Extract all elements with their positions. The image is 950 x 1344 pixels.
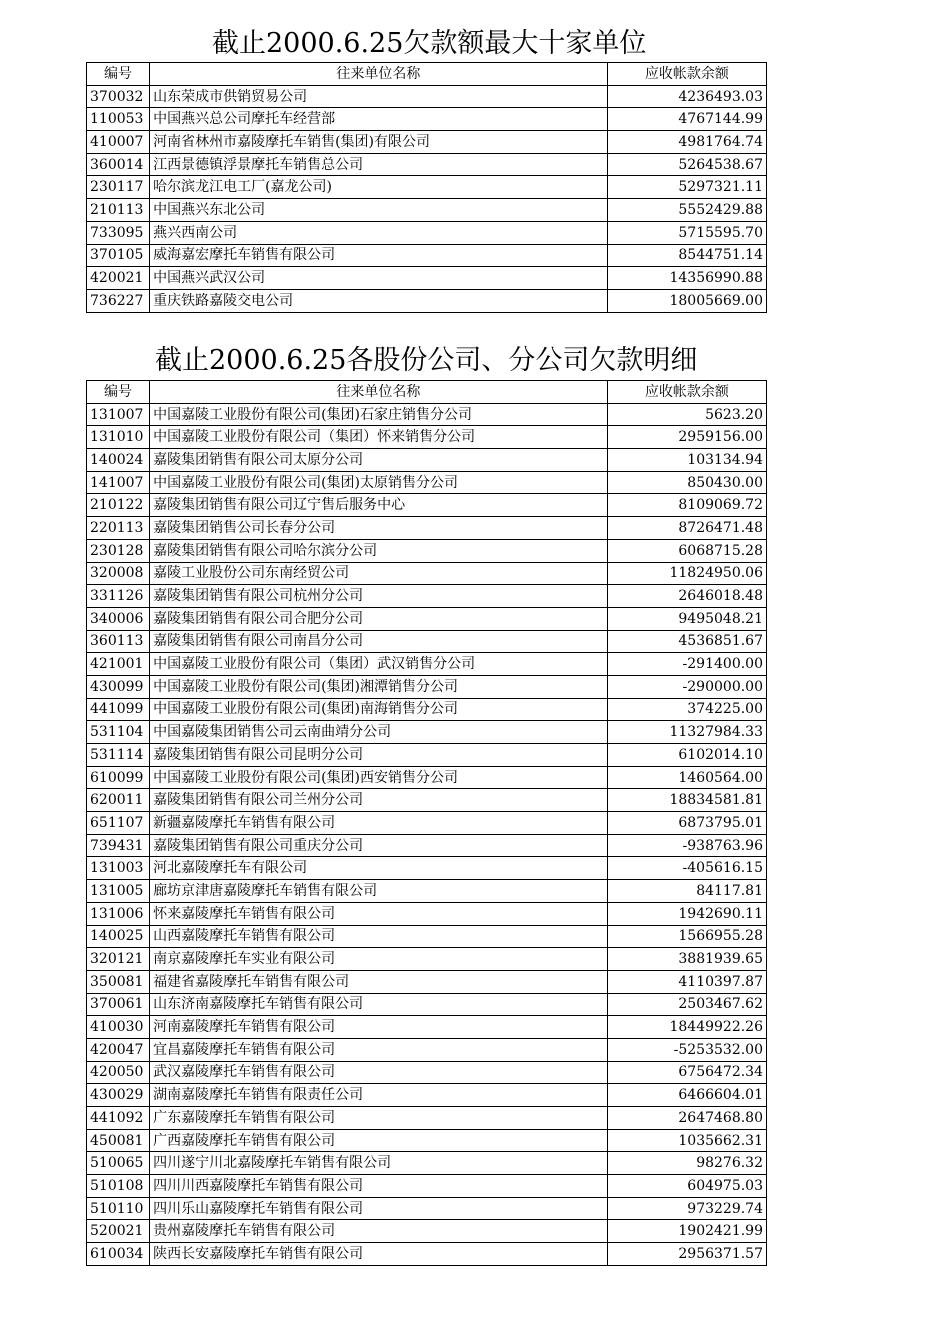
cell-code: 651107 (87, 812, 150, 835)
cell-code: 421001 (87, 653, 150, 676)
section2-title: 截止2000.6.25各股份公司、分公司欠款明细 (155, 345, 698, 376)
table-row (87, 1084, 767, 1107)
cell-unit-name: 新疆嘉陵摩托车销售有限公司 (150, 812, 608, 835)
cell-balance: -405616.15 (607, 857, 766, 880)
cell-unit-name: 山东济南嘉陵摩托车销售有限公司 (150, 993, 608, 1016)
cell-code: 141007 (87, 471, 150, 494)
table-row (87, 244, 767, 267)
top-ten-debtors-table (86, 62, 767, 313)
cell-balance: 973229.74 (607, 1197, 766, 1220)
cell-balance: 84117.81 (607, 880, 766, 903)
cell-balance: 5264538.67 (607, 153, 766, 176)
cell-balance: 4536851.67 (607, 630, 766, 653)
cell-balance: -290000.00 (607, 675, 766, 698)
table-header-row (87, 381, 767, 404)
table-row (87, 880, 767, 903)
cell-unit-name: 河南嘉陵摩托车销售有限公司 (150, 1016, 608, 1039)
cell-balance: 1035662.31 (607, 1129, 766, 1152)
table-row (87, 1175, 767, 1198)
table-row (87, 449, 767, 472)
cell-unit-name: 江西景德镇浮景摩托车销售总公司 (150, 153, 608, 176)
cell-code: 340006 (87, 607, 150, 630)
table-row (87, 902, 767, 925)
cell-code: 739431 (87, 834, 150, 857)
cell-balance: 6756472.34 (607, 1061, 766, 1084)
cell-unit-name: 嘉陵集团销售有限公司辽宁售后服务中心 (150, 494, 608, 517)
cell-balance: 3881939.65 (607, 948, 766, 971)
cell-balance: 103134.94 (607, 449, 766, 472)
cell-balance: 14356990.88 (607, 267, 766, 290)
table-row (87, 1220, 767, 1243)
cell-unit-name: 中国嘉陵工业股份有限公司(集团)湘潭销售分公司 (150, 675, 608, 698)
cell-unit-name: 贵州嘉陵摩托车销售有限公司 (150, 1220, 608, 1243)
table-row (87, 698, 767, 721)
cell-balance: 18005669.00 (607, 289, 766, 312)
cell-code: 210113 (87, 199, 150, 222)
table-row (87, 948, 767, 971)
cell-unit-name: 河南省林州市嘉陵摩托车销售(集团)有限公司 (150, 131, 608, 154)
cell-balance: 4110397.87 (607, 970, 766, 993)
cell-unit-name: 威海嘉宏摩托车销售有限公司 (150, 244, 608, 267)
cell-unit-name: 广西嘉陵摩托车销售有限公司 (150, 1129, 608, 1152)
header-balance: 应收帐款余额 (607, 63, 766, 86)
table-row (87, 607, 767, 630)
cell-unit-name: 嘉陵集团销售有限公司太原分公司 (150, 449, 608, 472)
table-row (87, 812, 767, 835)
cell-unit-name: 福建省嘉陵摩托车销售有限公司 (150, 970, 608, 993)
table-row (87, 267, 767, 290)
cell-unit-name: 宜昌嘉陵摩托车销售有限公司 (150, 1038, 608, 1061)
section1-title: 截止2000.6.25欠款额最大十家单位 (212, 28, 647, 59)
cell-balance: 98276.32 (607, 1152, 766, 1175)
header-unit-name: 往来单位名称 (150, 63, 608, 86)
cell-code: 220113 (87, 517, 150, 540)
table-row (87, 199, 767, 222)
table-row (87, 176, 767, 199)
cell-balance: 5297321.11 (607, 176, 766, 199)
cell-unit-name: 广东嘉陵摩托车销售有限公司 (150, 1107, 608, 1130)
table-row (87, 85, 767, 108)
table-row (87, 539, 767, 562)
table-row (87, 289, 767, 312)
cell-unit-name: 嘉陵集团销售有限公司杭州分公司 (150, 585, 608, 608)
cell-code: 620011 (87, 789, 150, 812)
cell-code: 320008 (87, 562, 150, 585)
cell-code: 131005 (87, 880, 150, 903)
cell-balance: 2647468.80 (607, 1107, 766, 1130)
cell-balance: 4236493.03 (607, 85, 766, 108)
cell-balance: 9495048.21 (607, 607, 766, 630)
cell-balance: 4767144.99 (607, 108, 766, 131)
cell-balance: 5715595.70 (607, 221, 766, 244)
table-row (87, 1243, 767, 1266)
cell-code: 131007 (87, 403, 150, 426)
table-row (87, 675, 767, 698)
cell-code: 331126 (87, 585, 150, 608)
cell-code: 610099 (87, 766, 150, 789)
cell-balance: 2959156.00 (607, 426, 766, 449)
cell-code: 360014 (87, 153, 150, 176)
header-balance: 应收帐款余额 (607, 381, 766, 404)
cell-unit-name: 中国嘉陵工业股份有限公司（集团）怀来销售分公司 (150, 426, 608, 449)
cell-code: 140024 (87, 449, 150, 472)
table-row (87, 993, 767, 1016)
cell-code: 441092 (87, 1107, 150, 1130)
cell-code: 420047 (87, 1038, 150, 1061)
cell-code: 420050 (87, 1061, 150, 1084)
cell-unit-name: 南京嘉陵摩托车实业有限公司 (150, 948, 608, 971)
cell-unit-name: 嘉陵工业股份公司东南经贸公司 (150, 562, 608, 585)
cell-balance: 6873795.01 (607, 812, 766, 835)
cell-unit-name: 武汉嘉陵摩托车销售有限公司 (150, 1061, 608, 1084)
cell-balance: 1942690.11 (607, 902, 766, 925)
cell-code: 531104 (87, 721, 150, 744)
cell-code: 733095 (87, 221, 150, 244)
cell-code: 420021 (87, 267, 150, 290)
table-row (87, 857, 767, 880)
table-row (87, 426, 767, 449)
cell-unit-name: 湖南嘉陵摩托车销售有限责任公司 (150, 1084, 608, 1107)
cell-balance: 11327984.33 (607, 721, 766, 744)
cell-balance: 2503467.62 (607, 993, 766, 1016)
cell-balance: 18834581.81 (607, 789, 766, 812)
cell-code: 131006 (87, 902, 150, 925)
cell-unit-name: 哈尔滨龙江电工厂(嘉龙公司) (150, 176, 608, 199)
cell-balance: -938763.96 (607, 834, 766, 857)
cell-code: 230128 (87, 539, 150, 562)
cell-code: 350081 (87, 970, 150, 993)
cell-balance: 6068715.28 (607, 539, 766, 562)
table-row (87, 925, 767, 948)
table-row (87, 630, 767, 653)
cell-code: 410030 (87, 1016, 150, 1039)
cell-code: 131010 (87, 426, 150, 449)
cell-balance: -291400.00 (607, 653, 766, 676)
cell-code: 520021 (87, 1220, 150, 1243)
cell-code: 450081 (87, 1129, 150, 1152)
cell-unit-name: 嘉陵集团销售有限公司重庆分公司 (150, 834, 608, 857)
cell-unit-name: 河北嘉陵摩托车有限公司 (150, 857, 608, 880)
table-row (87, 221, 767, 244)
cell-code: 370061 (87, 993, 150, 1016)
cell-balance: 6466604.01 (607, 1084, 766, 1107)
cell-unit-name: 中国燕兴东北公司 (150, 199, 608, 222)
table-header-row (87, 63, 767, 86)
cell-unit-name: 中国燕兴武汉公司 (150, 267, 608, 290)
header-code: 编号 (87, 63, 150, 86)
cell-unit-name: 四川遂宁川北嘉陵摩托车销售有限公司 (150, 1152, 608, 1175)
cell-unit-name: 中国嘉陵工业股份有限公司（集团）武汉销售分公司 (150, 653, 608, 676)
cell-code: 736227 (87, 289, 150, 312)
cell-unit-name: 四川乐山嘉陵摩托车销售有限公司 (150, 1197, 608, 1220)
table-row (87, 970, 767, 993)
cell-code: 510065 (87, 1152, 150, 1175)
cell-code: 370105 (87, 244, 150, 267)
cell-code: 510110 (87, 1197, 150, 1220)
cell-unit-name: 中国嘉陵工业股份有限公司(集团)石家庄销售分公司 (150, 403, 608, 426)
cell-code: 131003 (87, 857, 150, 880)
cell-balance: 2956371.57 (607, 1243, 766, 1266)
table-row (87, 721, 767, 744)
cell-code: 430029 (87, 1084, 150, 1107)
table-row (87, 517, 767, 540)
cell-unit-name: 嘉陵集团销售有限公司昆明分公司 (150, 744, 608, 767)
cell-code: 320121 (87, 948, 150, 971)
cell-balance: 8109069.72 (607, 494, 766, 517)
cell-unit-name: 嘉陵集团销售有限公司兰州分公司 (150, 789, 608, 812)
branch-debt-detail-table (86, 380, 767, 1266)
table-row (87, 1016, 767, 1039)
table-row (87, 1129, 767, 1152)
cell-code: 510108 (87, 1175, 150, 1198)
cell-unit-name: 山西嘉陵摩托车销售有限公司 (150, 925, 608, 948)
header-unit-name: 往来单位名称 (150, 381, 608, 404)
cell-unit-name: 山东荣成市供销贸易公司 (150, 85, 608, 108)
cell-unit-name: 怀来嘉陵摩托车销售有限公司 (150, 902, 608, 925)
header-code: 编号 (87, 381, 150, 404)
cell-balance: 5623.20 (607, 403, 766, 426)
cell-unit-name: 中国燕兴总公司摩托车经营部 (150, 108, 608, 131)
cell-unit-name: 四川川西嘉陵摩托车销售有限公司 (150, 1175, 608, 1198)
cell-balance: 18449922.26 (607, 1016, 766, 1039)
cell-balance: 4981764.74 (607, 131, 766, 154)
cell-balance: 1566955.28 (607, 925, 766, 948)
cell-unit-name: 中国嘉陵工业股份有限公司(集团)南海销售分公司 (150, 698, 608, 721)
cell-code: 410007 (87, 131, 150, 154)
cell-code: 430099 (87, 675, 150, 698)
cell-balance: 8544751.14 (607, 244, 766, 267)
cell-balance: 11824950.06 (607, 562, 766, 585)
cell-balance: 6102014.10 (607, 744, 766, 767)
table-row (87, 744, 767, 767)
cell-code: 441099 (87, 698, 150, 721)
table-row (87, 585, 767, 608)
table-row (87, 131, 767, 154)
cell-code: 370032 (87, 85, 150, 108)
table-row (87, 562, 767, 585)
table-row (87, 1197, 767, 1220)
cell-unit-name: 廊坊京津唐嘉陵摩托车销售有限公司 (150, 880, 608, 903)
cell-unit-name: 燕兴西南公司 (150, 221, 608, 244)
table-row (87, 834, 767, 857)
cell-code: 360113 (87, 630, 150, 653)
cell-balance: 1460564.00 (607, 766, 766, 789)
table-row (87, 789, 767, 812)
cell-unit-name: 嘉陵集团销售有限公司合肥分公司 (150, 607, 608, 630)
cell-balance: -5253532.00 (607, 1038, 766, 1061)
table-row (87, 403, 767, 426)
cell-code: 531114 (87, 744, 150, 767)
table-row (87, 766, 767, 789)
cell-balance: 5552429.88 (607, 199, 766, 222)
table-row (87, 494, 767, 517)
cell-balance: 8726471.48 (607, 517, 766, 540)
cell-code: 610034 (87, 1243, 150, 1266)
cell-balance: 1902421.99 (607, 1220, 766, 1243)
cell-unit-name: 嘉陵集团销售有限公司南昌分公司 (150, 630, 608, 653)
table-row (87, 108, 767, 131)
cell-balance: 374225.00 (607, 698, 766, 721)
cell-unit-name: 中国嘉陵集团销售公司云南曲靖分公司 (150, 721, 608, 744)
table-row (87, 1152, 767, 1175)
table-row (87, 1061, 767, 1084)
cell-unit-name: 嘉陵集团销售公司长春分公司 (150, 517, 608, 540)
cell-unit-name: 中国嘉陵工业股份有限公司(集团)西安销售分公司 (150, 766, 608, 789)
table-row (87, 653, 767, 676)
cell-unit-name: 中国嘉陵工业股份有限公司(集团)太原销售分公司 (150, 471, 608, 494)
table-row (87, 1107, 767, 1130)
cell-code: 230117 (87, 176, 150, 199)
table-row (87, 471, 767, 494)
table-row (87, 1038, 767, 1061)
cell-balance: 850430.00 (607, 471, 766, 494)
cell-code: 140025 (87, 925, 150, 948)
cell-balance: 604975.03 (607, 1175, 766, 1198)
table-row (87, 153, 767, 176)
cell-code: 110053 (87, 108, 150, 131)
cell-unit-name: 重庆铁路嘉陵交电公司 (150, 289, 608, 312)
cell-unit-name: 嘉陵集团销售有限公司哈尔滨分公司 (150, 539, 608, 562)
cell-unit-name: 陕西长安嘉陵摩托车销售有限公司 (150, 1243, 608, 1266)
cell-balance: 2646018.48 (607, 585, 766, 608)
cell-code: 210122 (87, 494, 150, 517)
